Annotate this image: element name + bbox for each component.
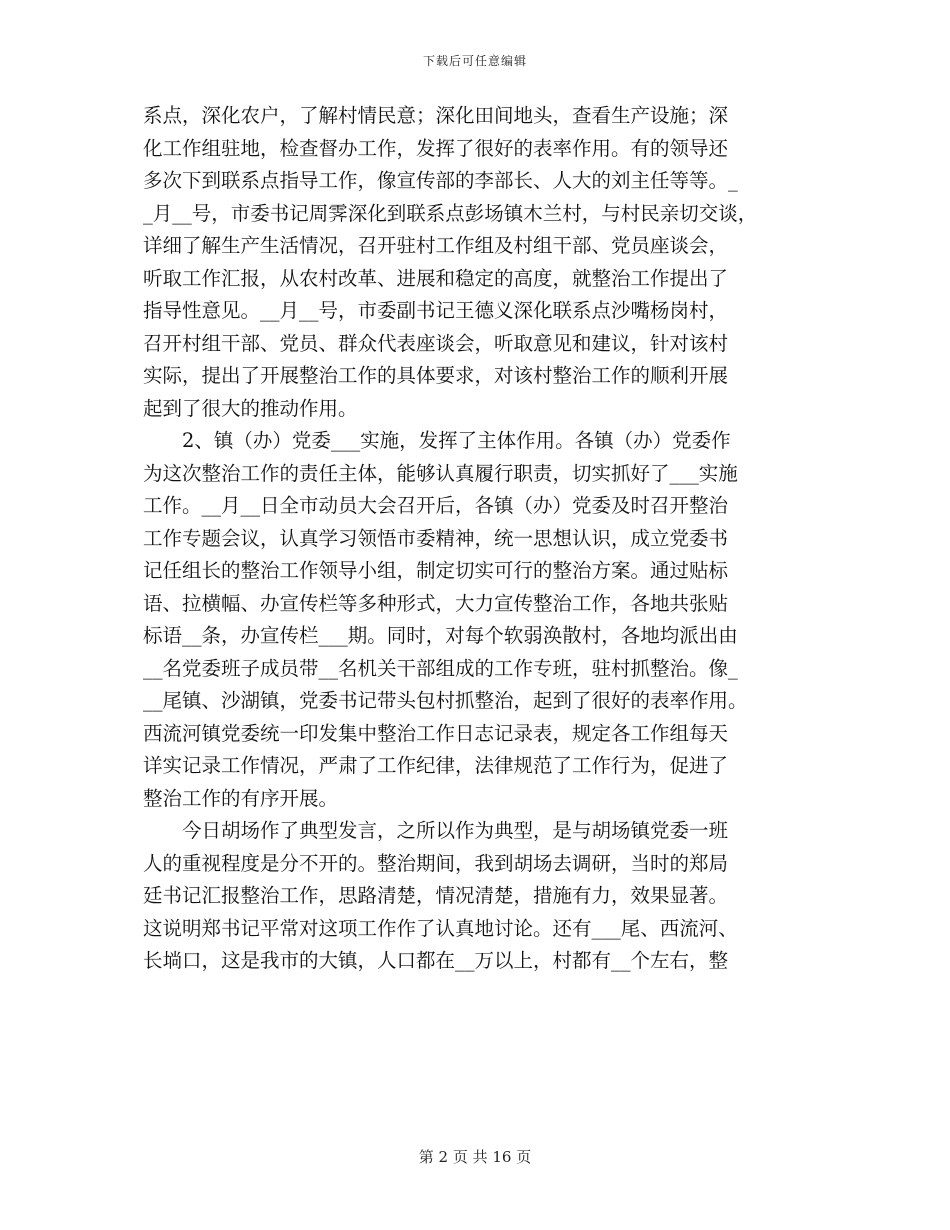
text-line: 多次下到联系点指导工作，像宣传部的李部长、人大的刘主任等等。_ (143, 169, 738, 192)
text-line: __尾镇、沙湖镇，党委书记带头包村抓整治，起到了很好的表率作用。 (143, 689, 748, 712)
page-number: 第 2 页 共 16 页 (418, 1148, 532, 1166)
text-line: 工作。__月__日全市动员大会召开后，各镇（办）党委及时召开整治 (143, 494, 729, 517)
text-line: 这说明郑书记平常对这项工作作了认真地讨论。还有___尾、西流河、 (143, 916, 738, 940)
text-line: 化工作组驻地，检查督办工作，发挥了很好的表率作用。有的领导还 (143, 136, 729, 160)
text-line: 2、镇（办）党委___实施，发挥了主体作用。各镇（办）党委作 (143, 429, 731, 452)
text-line: 西流河镇党委统一印发集中整治工作日志记录表，规定各工作组每天 (143, 721, 729, 745)
document-body (143, 100, 813, 978)
text-line: _月__号，市委书记周霁深化到联系点彭场镇木兰村，与村民亲切交谈， (143, 201, 758, 225)
text-line: 详细了解生产生活情况，召开驻村工作组及村组干部、党员座谈会， (143, 234, 729, 257)
text-line: 详实记录工作情况，严肃了工作纪律，法律规范了工作行为，促进了 (143, 754, 729, 777)
text-line: 系点，深化农户，了解村情民意；深化田间地头，查看生产设施；深 (143, 104, 729, 127)
text-line: 听取工作汇报，从农村改革、进展和稳定的高度，就整治工作提出了 (143, 266, 729, 290)
text-line: 整治工作的有序开展。 (143, 786, 339, 810)
text-line: 长埫口，这是我市的大镇，人口都在__万以上，村都有__个左右，整 (143, 949, 729, 972)
text-line: 今日胡场作了典型发言，之所以作为典型，是与胡场镇党委一班 (143, 819, 729, 842)
paragraph-2 (143, 425, 813, 815)
text-line: 人的重视程度是分不开的。整治期间，我到胡场去调研，当时的郑局 (143, 851, 729, 875)
text-line: 工作专题会议，认真学习领悟市委精神，统一思想认识，成立党委书 (143, 526, 729, 550)
text-line: 指导性意见。__月__号，市委副书记王德义深化联系点沙嘴杨岗村， (143, 299, 729, 322)
text-line: 为这次整治工作的责任主体，能够认真履行职责，切实抓好了___实施 (143, 461, 738, 485)
text-line: 记任组长的整治工作领导小组，制定切实可行的整治方案。通过贴标 (143, 559, 729, 582)
page-header: 下载后可任意编辑 (422, 54, 527, 68)
text-line: 实际，提出了开展整治工作的具体要求，对该村整治工作的顺利开展 (143, 364, 729, 387)
text-line: 语、拉横幅、办宣传栏等多种形式，大力宣传整治工作，各地共张贴 (143, 591, 729, 615)
text-line: 起到了很大的推动作用。 (143, 396, 358, 420)
paragraph-1 (143, 100, 813, 425)
text-line: 召开村组干部、党员、群众代表座谈会，听取意见和建议，针对该村 (143, 331, 729, 355)
paragraph-3 (143, 815, 813, 978)
text-line: __名党委班子成员带__名机关干部组成的工作专班，驻村抓整治。像_ (143, 656, 738, 680)
text-line: 廷书记汇报整治工作，思路清楚，情况清楚，措施有力，效果显著。 (143, 884, 729, 907)
text-line: 标语__条，办宣传栏___期。同时，对每个软弱涣散村，各地均派出由 (143, 624, 738, 647)
